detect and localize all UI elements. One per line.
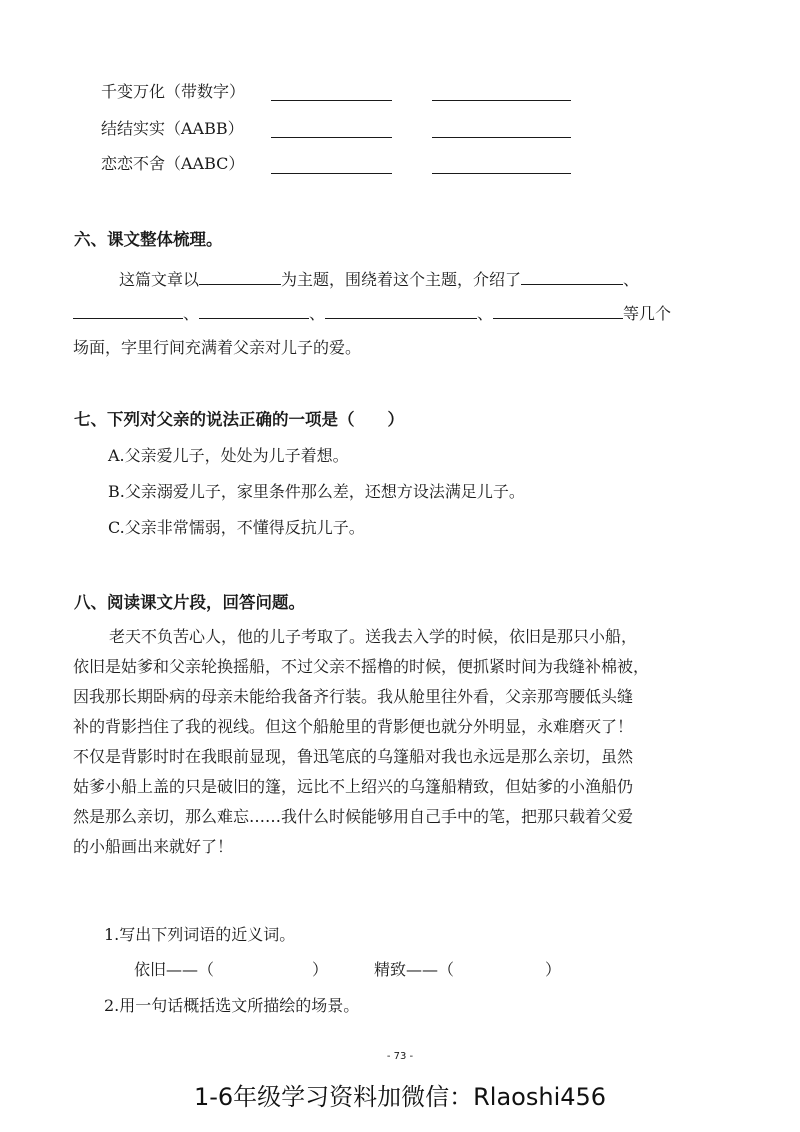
answer-blank[interactable] [432, 84, 571, 101]
synonym-answer-1[interactable] [230, 958, 310, 980]
option-c[interactable]: C.父亲非常懦弱，不懂得反抗儿子。 [108, 518, 365, 537]
text-segment: 、 [309, 304, 326, 323]
option-b[interactable]: B.父亲溺爱儿子，家里条件那么差，还想方设法满足儿子。 [108, 482, 525, 501]
synonym-word-1: 依旧——（ [134, 960, 215, 979]
section-8-heading: 八、阅读课文片段，回答问题。 [74, 593, 305, 612]
passage-line: 的小船画出来就好了！ [73, 837, 234, 856]
passage-line: 不仅是背影时时在我眼前显现，鲁迅笔底的乌篷船对我也永远是那么亲切，虽然 [73, 747, 634, 766]
word-row-label: 千变万化（带数字） [101, 82, 246, 101]
text-segment: 等几个 [623, 304, 672, 323]
footer-ad: 1-6年级学习资料加微信：Rlaoshi456 [193, 1083, 607, 1111]
passage-line: 补的背影挡住了我的视线。但这个船舱里的背影便也就分外明显，永难磨灭了！ [73, 717, 634, 736]
text-segment: 这篇文章以 [119, 270, 200, 289]
passage-line: 老天不负苦心人，他的儿子考取了。送我去入学的时候，依旧是那只小船， [109, 627, 638, 646]
page-number: - 73 - [386, 1051, 414, 1062]
word-row-2 [101, 119, 244, 139]
synonym-word-2: 精致——（ [374, 960, 455, 979]
passage-line: 因我那长期卧病的母亲未能给我备齐行装。我从舱里往外看，父亲那弯腰低头缝 [73, 687, 634, 706]
answer-blank[interactable] [271, 121, 392, 138]
close-paren: ） [312, 960, 329, 979]
text-segment: 为主题，围绕着这个主题，介绍了 [281, 270, 522, 289]
answer-blank[interactable] [432, 157, 571, 174]
question-1: 1.写出下列词语的近义词。 [104, 925, 296, 944]
answer-blank[interactable] [432, 121, 571, 138]
answer-blank[interactable] [325, 302, 477, 319]
word-row-label: 恋恋不舍（AABC） [101, 154, 245, 173]
answer-blank[interactable] [271, 157, 392, 174]
passage-line: 姑爹小船上盖的只是破旧的篷，远比不上绍兴的乌篷船精致，但姑爹的小渔船仍 [73, 777, 634, 796]
close-paren: ） [545, 960, 562, 979]
answer-blank[interactable] [199, 268, 281, 285]
option-a[interactable]: A.父亲爱儿子，处处为儿子着想。 [108, 446, 349, 465]
section-6-line-2 [73, 302, 671, 324]
answer-blank[interactable] [521, 268, 623, 285]
answer-blank[interactable] [199, 302, 309, 319]
section-6-heading: 六、课文整体梳理。 [74, 230, 223, 249]
answer-blank[interactable] [493, 302, 623, 319]
text-segment: 、 [623, 270, 640, 289]
synonym-answer-2[interactable] [468, 958, 544, 980]
answer-blank[interactable] [73, 302, 183, 319]
passage-line: 依旧是姑爹和父亲轮换摇船，不过父亲不摇橹的时候，便抓紧时间为我缝补棉被， [73, 657, 650, 676]
section-6-line-1 [119, 268, 639, 290]
passage-line: 然是那么亲切，那么难忘……我什么时候能够用自己手中的笔，把那只载着父爱 [73, 807, 634, 826]
text-segment: 、 [183, 304, 200, 323]
answer-blank[interactable] [271, 84, 392, 101]
question-2: 2.用一句话概括选文所描绘的场景。 [104, 996, 360, 1015]
word-row-1 [101, 82, 245, 102]
word-row-3 [101, 154, 244, 174]
reading-passage [73, 622, 731, 862]
section-6-line-3: 场面，字里行间充满着父亲对儿子的爱。 [73, 338, 362, 357]
section-7-heading: 七、下列对父亲的说法正确的一项是（ ） [74, 410, 404, 429]
word-row-label: 结结实实（AABB） [101, 119, 244, 138]
text-segment: 、 [477, 304, 494, 323]
